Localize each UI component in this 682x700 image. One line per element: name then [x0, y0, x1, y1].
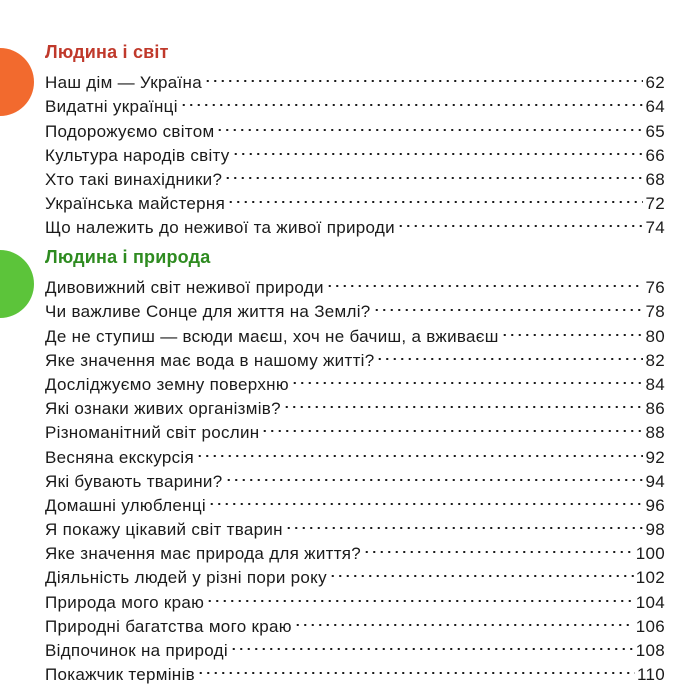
toc-entry-title: Культура народів світу — [45, 145, 230, 165]
toc-entry-title: Які ознаки живих організмів? — [45, 399, 281, 419]
dot-leader — [501, 317, 644, 341]
toc-entry-title: Я покажу цікавий світ тварин — [45, 520, 283, 540]
toc-entry-page-number: 68 — [645, 169, 665, 189]
dot-leader — [283, 390, 644, 414]
dot-leader — [232, 137, 644, 161]
toc-entry-page-number: 78 — [645, 302, 665, 322]
dot-leader — [285, 511, 644, 535]
toc-entry-title: Де не ступиш — всюди маєш, хоч не бачиш, а вживаєш — [45, 326, 499, 346]
toc-entry-title: Покажчик термінів — [45, 665, 195, 685]
toc-entry-title: Хто такі винахідники? — [45, 169, 223, 189]
toc-entry-page-number: 106 — [635, 616, 665, 636]
toc-section-2 — [45, 245, 665, 685]
toc-entry[interactable] — [45, 269, 665, 298]
toc-entry-page-number: 86 — [645, 399, 665, 419]
toc-entry-title: Домашні улюбленці — [45, 495, 206, 515]
dot-leader — [397, 209, 644, 233]
toc-entry[interactable] — [45, 64, 665, 93]
section-heading: Людина і світ — [45, 42, 169, 62]
dot-leader — [225, 463, 644, 487]
toc-entry-title: Які бувають тварини? — [45, 471, 223, 491]
section-tab-orange — [0, 48, 34, 116]
dot-leader — [291, 366, 644, 390]
toc-entries — [45, 64, 665, 238]
toc-entry-title: Діяльність людей у різні пори року — [45, 568, 327, 588]
toc-entry-page-number: 102 — [635, 568, 665, 588]
dot-leader — [216, 112, 643, 136]
toc-entry-page-number: 76 — [645, 278, 665, 298]
toc-entry-page-number: 98 — [645, 520, 665, 540]
dot-leader — [197, 656, 635, 680]
toc-entry-page-number: 74 — [645, 218, 665, 238]
toc-entry-page-number: 92 — [645, 447, 665, 467]
toc-entry-page-number: 96 — [645, 495, 665, 515]
toc-entry-title: Українська майстерня — [45, 194, 226, 214]
toc-entry-page-number: 100 — [635, 544, 665, 564]
toc-entry-title: Чи важливе Сонце для життя на Землі? — [45, 302, 371, 322]
toc-entry-title: Весняна екскурсія — [45, 447, 195, 467]
dot-leader — [373, 293, 644, 317]
dot-leader — [230, 632, 634, 656]
dot-leader — [224, 161, 643, 185]
toc-entry-page-number: 65 — [645, 121, 665, 141]
toc-entry-page-number: 84 — [645, 374, 665, 394]
toc-entry-title: Дивовижний світ неживої природи — [45, 278, 324, 298]
dot-leader — [329, 559, 634, 583]
toc-entries — [45, 269, 665, 685]
toc-entry-title: Подорожуємо світом — [45, 121, 215, 141]
toc-section-1 — [45, 40, 665, 238]
toc-entry-page-number: 66 — [645, 145, 665, 165]
toc-entry-title: Яке значення має природа для життя? — [45, 544, 362, 564]
toc-entry-page-number: 88 — [645, 423, 665, 443]
dot-leader — [294, 608, 634, 632]
dot-leader — [204, 64, 644, 88]
dot-leader — [180, 88, 644, 112]
toc-entry-page-number: 80 — [645, 326, 665, 346]
toc-entry-title: Відпочинок на природі — [45, 641, 228, 660]
toc-entry-page-number: 94 — [645, 471, 665, 491]
toc-entry-page-number: 62 — [645, 73, 665, 93]
section-tab-green — [0, 250, 34, 318]
dot-leader — [363, 535, 634, 559]
toc-entry-page-number: 108 — [635, 641, 665, 660]
toc-entry-title: Видатні українці — [45, 97, 178, 117]
toc-entry-page-number: 110 — [636, 665, 665, 685]
toc-entry-page-number: 104 — [635, 592, 665, 612]
toc-entry-title: Наш дім — Україна — [45, 73, 202, 93]
dot-leader — [376, 342, 643, 366]
toc-entry-title: Яке значення має вода в нашому житті? — [45, 350, 375, 370]
dot-leader — [261, 414, 643, 438]
section-heading: Людина і природа — [45, 247, 211, 267]
toc-entry-title: Природні багатства мого краю — [45, 616, 292, 636]
dot-leader — [227, 185, 643, 209]
toc-entry-title: Різноманітний світ рослин — [45, 423, 260, 443]
toc-entry-page-number: 72 — [645, 194, 665, 214]
toc-entry-title: Природа мого краю — [45, 592, 205, 612]
toc-entry-page-number: 64 — [645, 97, 665, 117]
dot-leader — [206, 583, 634, 607]
toc-entry-title: Досліджуємо земну поверхню — [45, 374, 289, 394]
toc-entry-title: Що належить до неживої та живої природи — [45, 218, 395, 238]
dot-leader — [208, 487, 644, 511]
dot-leader — [196, 438, 643, 462]
dot-leader — [326, 269, 644, 293]
toc-entry-page-number: 82 — [645, 350, 665, 370]
